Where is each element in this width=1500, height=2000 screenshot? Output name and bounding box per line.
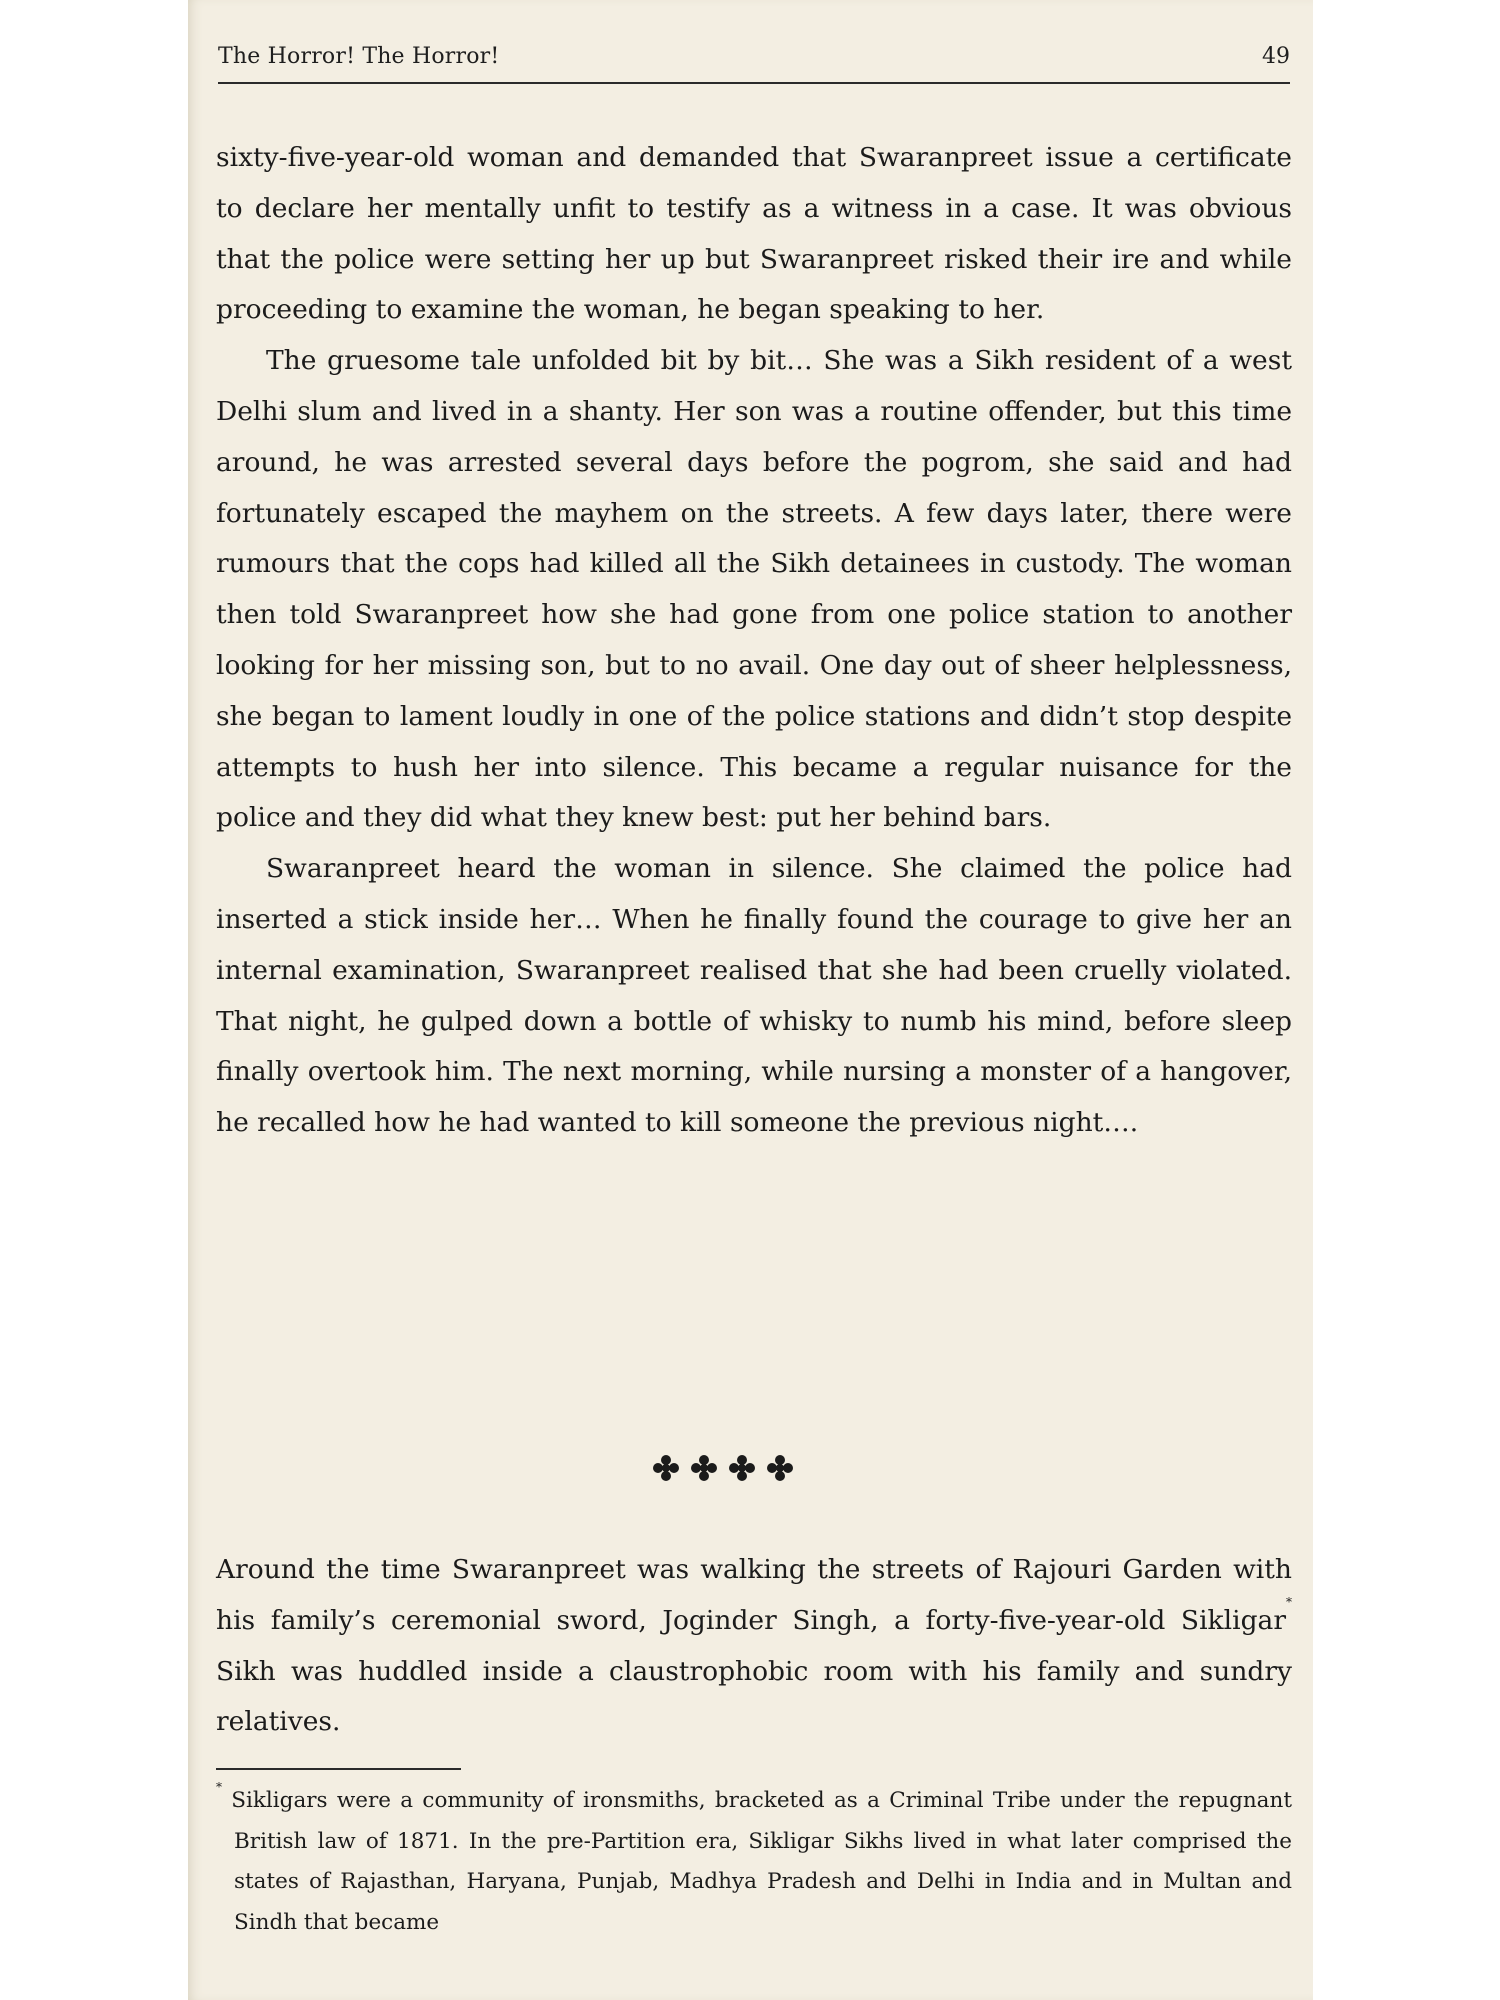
book-page [188,0,1313,2000]
footnote-marker: * [216,1780,222,1794]
paragraph-start: Around the time Swaranpreet was walking the streets of Rajouri Garden with his family’s ceremonial sword, Joginder Singh, a forty-five-year-old Sikligar [216,1554,1292,1636]
page-header [218,40,1290,84]
paragraph: sixty-five-year-old woman and demanded that Swaranpreet issue a certificate to declare her mentally unfit to testify as a witness in a case. It was obvious that the police were setting her up but Swaranpreet risked their ire and while proceeding to examine the woman, he began speaking to her. [216,142,1292,326]
footnote [216,1781,1292,1943]
footnote-marker: * [1286,1594,1292,1609]
paragraph [216,1545,1292,1748]
fleuron-icon [767,1455,793,1481]
footnote-body: Sikligars were a community of ironsmiths, bracketed as a Criminal Tribe under the repugnant British law of 1871. In the pre-Partition era, Sikligar Sikhs lived in what later comprised the states of Rajasthan, Haryana, Punjab, Madhya Pradesh and Delhi in India and in Multan and Sindh that became [222,1788,1292,1935]
section-text [216,1545,1292,1748]
paragraph-end: Sikh was huddled inside a claustrophobic room with his family and sundry relatives. [216,1655,1292,1738]
section-break-ornament [648,1450,798,1486]
footnote-divider [216,1768,461,1770]
paragraph: The gruesome tale unfolded bit by bit… She was a Sikh resident of a west Delhi slum and lived in a shanty. Her son was a routine offender, but this time around, he was arrested several days before the pogrom, she said and had fortunately escaped the mayhem on the streets. A few days later, there were rumours that the cops had killed all the Sikh detainees in custody. The woman then told Swaranpreet how she had gone from one police station to another looking for her missing son, but to no avail. One day out of sheer helplessness, she began to lament loudly in one of the police stations and didn’t stop despite attempts to hush her into silence. This became a regular nuisance for the police and they did what they knew best: put her behind bars. [216,345,1292,834]
paragraph: Swaranpreet heard the woman in silence. She claimed the police had inserted a stick inside her… When he finally found the courage to give her an internal examination, Swaranpreet realised that she had been cruelly violated. That night, he gulped down a bottle of whisky to numb his mind, before sleep finally overtook him. The next morning, while nursing a monster of a hangover, he recalled how he had wanted to kill someone the previous night…. [216,853,1292,1139]
fleuron-icon [729,1455,755,1481]
running-title: The Horror! The Horror! [218,44,500,69]
footnote-text [216,1781,1292,1943]
body-text [216,133,1292,1149]
page-number: 49 [1262,44,1290,69]
fleuron-icon [653,1455,679,1481]
fleuron-icon [691,1455,717,1481]
